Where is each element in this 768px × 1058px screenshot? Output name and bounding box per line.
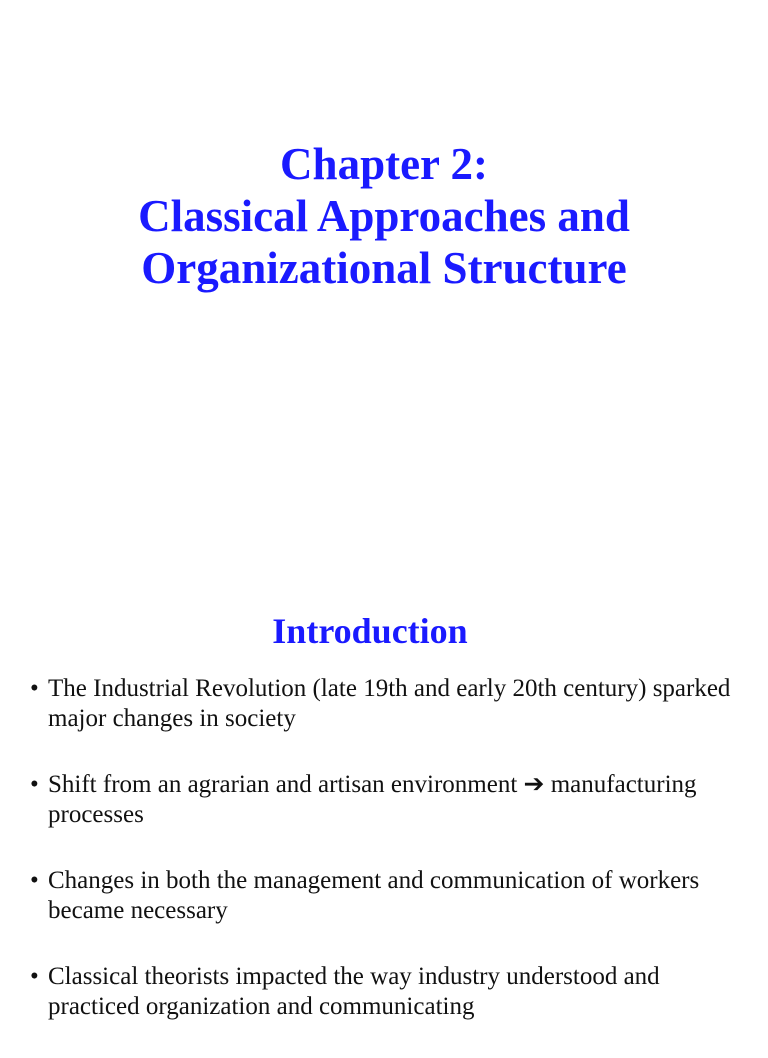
bullet-item <box>30 770 750 830</box>
title-line-3: Organizational Structure <box>141 243 627 293</box>
bullet-item <box>30 866 750 926</box>
bullet-text: The Industrial Revolution (late 19th and early 20th century) sparked major changes in society <box>48 675 731 732</box>
bullet-icon: • <box>30 771 39 798</box>
bullet-icon: • <box>30 963 39 990</box>
slide-heading: Introduction <box>272 611 468 651</box>
bullet-item <box>30 962 750 1022</box>
bullet-item <box>30 674 750 734</box>
introduction-slide <box>0 576 768 1024</box>
bullet-text: Shift from an agrarian and artisan environment ➔ manufacturing processes <box>48 771 697 828</box>
bullet-text: Changes in both the management and communication of workers became necessary <box>48 867 700 924</box>
bullet-text: Classical theorists impacted the way industry understood and practiced organization and communicating <box>48 963 660 1020</box>
title-line-1: Chapter 2: <box>280 139 488 189</box>
bullet-icon: • <box>30 867 39 894</box>
title-line-2: Classical Approaches and <box>138 191 630 241</box>
chapter-title <box>0 138 768 294</box>
bullet-list <box>30 674 750 1058</box>
bullet-icon: • <box>30 675 39 702</box>
